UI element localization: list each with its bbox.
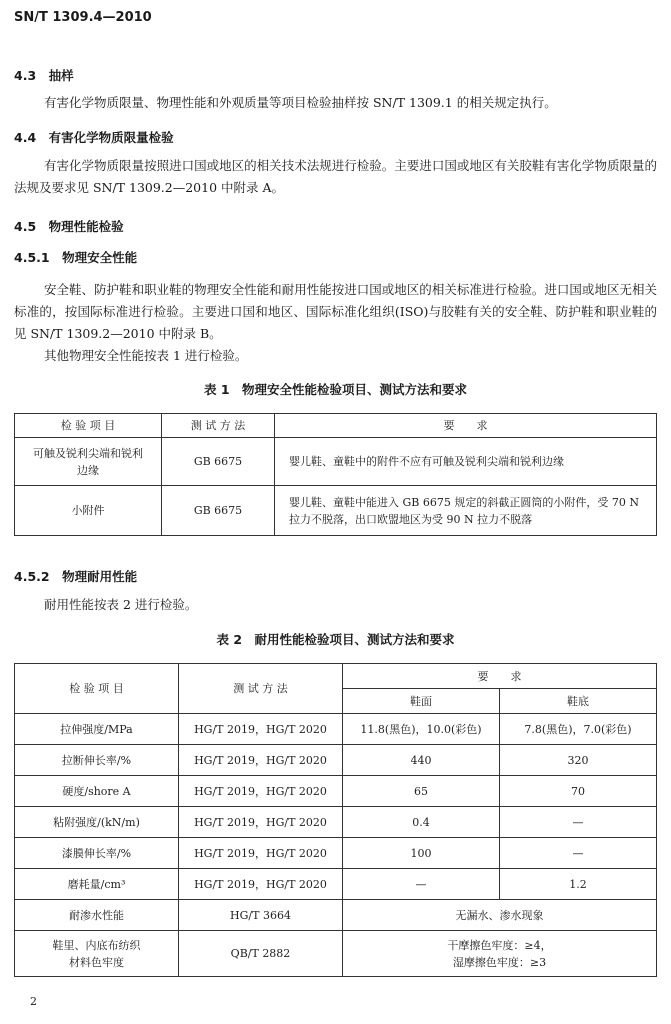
table1-item: 小附件 bbox=[15, 486, 162, 536]
table-row bbox=[15, 745, 657, 776]
section-4-5-title: 4.5 物理性能检验 bbox=[14, 219, 124, 234]
table-row bbox=[15, 900, 657, 931]
table2-header-item: 检 验 项 目 bbox=[15, 664, 179, 714]
table1-header-method: 测 试 方 法 bbox=[162, 414, 275, 438]
table-row bbox=[15, 807, 657, 838]
table2-upper: 65 bbox=[343, 776, 500, 807]
table2-method: HG/T 2019，HG/T 2020 bbox=[179, 838, 343, 869]
table2-req: 无漏水、渗水现象 bbox=[343, 900, 657, 931]
document-header: SN/T 1309.4—2010 bbox=[14, 10, 152, 25]
table2-item: 拉伸强度/MPa bbox=[15, 714, 179, 745]
table2-sole: 7.8(黑色)，7.0(彩色) bbox=[500, 714, 657, 745]
table2-sole: — bbox=[500, 807, 657, 838]
table2-method: HG/T 2019，HG/T 2020 bbox=[179, 745, 343, 776]
table2-req-line2: 湿摩擦色牢度：≥3 bbox=[452, 955, 547, 969]
table-row bbox=[15, 438, 657, 486]
table2 bbox=[14, 663, 657, 977]
section-4-3-title: 4.3 抽样 bbox=[14, 68, 74, 83]
table2-method: HG/T 2019，HG/T 2020 bbox=[179, 869, 343, 900]
table1-req: 婴儿鞋、童鞋中能进入 GB 6675 规定的斜截正圆筒的小附件，受 70 N 拉力不脱落，出口欧盟地区为受 90 N 拉力不脱落 bbox=[275, 486, 657, 536]
table1 bbox=[14, 413, 657, 536]
table2-item: 粘附强度/(kN/m) bbox=[15, 807, 179, 838]
table2-header-method: 测 试 方 法 bbox=[179, 664, 343, 714]
table1-header-req: 要 求 bbox=[275, 414, 657, 438]
table2-item: 磨耗量/cm³ bbox=[15, 869, 179, 900]
table1-header-item: 检 验 项 目 bbox=[15, 414, 162, 438]
table2-header-row bbox=[15, 664, 657, 689]
section-4-4-text: 有害化学物质限量按照进口国或地区的相关技术法规进行检验。主要进口国或地区有关胶鞋有害化学物质限量的法规及要求见 SN/T 1309.2—2010 中附录 A。 bbox=[14, 158, 657, 195]
table1-caption: 表 1 物理安全性能检验项目、测试方法和要求 bbox=[203, 382, 468, 397]
page-number: 2 bbox=[30, 995, 37, 1008]
table-row bbox=[15, 869, 657, 900]
table2-header-req: 要 求 bbox=[343, 664, 657, 689]
table1-method: GB 6675 bbox=[162, 438, 275, 486]
table-row bbox=[15, 776, 657, 807]
table2-method: HG/T 2019，HG/T 2020 bbox=[179, 714, 343, 745]
table-row bbox=[15, 931, 657, 977]
table2-method: HG/T 2019，HG/T 2020 bbox=[179, 807, 343, 838]
table2-upper: 0.4 bbox=[343, 807, 500, 838]
table2-caption: 表 2 耐用性能检验项目、测试方法和要求 bbox=[216, 632, 455, 647]
table-row bbox=[15, 714, 657, 745]
table2-method: QB/T 2882 bbox=[179, 931, 343, 977]
table2-item: 拉断伸长率/% bbox=[15, 745, 179, 776]
table2-item: 耐渗水性能 bbox=[15, 900, 179, 931]
table2-sole: 320 bbox=[500, 745, 657, 776]
table2-method: HG/T 2019，HG/T 2020 bbox=[179, 776, 343, 807]
table2-item: 鞋里、内底布纺织材料色牢度 bbox=[15, 931, 179, 977]
section-4-5-1-title: 4.5.1 物理安全性能 bbox=[14, 250, 138, 265]
table2-req-line1: 干摩擦色牢度：≥4， bbox=[447, 938, 552, 952]
table1-header-row bbox=[15, 414, 657, 438]
table2-upper: — bbox=[343, 869, 500, 900]
section-4-5-2-title: 4.5.2 物理耐用性能 bbox=[14, 569, 138, 584]
section-4-5-1-text2: 其他物理安全性能按表 1 进行检验。 bbox=[44, 348, 248, 363]
table2-sole: 1.2 bbox=[500, 869, 657, 900]
table2-upper: 440 bbox=[343, 745, 500, 776]
table1-req: 婴儿鞋、童鞋中的附件不应有可触及锐利尖端和锐利边缘 bbox=[275, 438, 657, 486]
section-4-3-text: 有害化学物质限量、物理性能和外观质量等项目检验抽样按 SN/T 1309.1 的相关规定执行。 bbox=[44, 95, 557, 110]
table1-item: 可触及锐利尖端和锐利边缘 bbox=[15, 438, 162, 486]
table-row bbox=[15, 486, 657, 536]
table2-item: 漆膜伸长率/% bbox=[15, 838, 179, 869]
table2-req bbox=[343, 931, 657, 977]
section-4-5-1-text: 安全鞋、防护鞋和职业鞋的物理安全性能和耐用性能按进口国或地区的相关标准进行检验。进口国或地区无相关标准的，按国际标准进行检验。主要进口国和地区、国际标准化组织(ISO)与胶鞋有关的安全鞋、防护鞋和职业鞋的见 SN/T 1309.2—2010 中附录 B。 bbox=[14, 282, 657, 341]
table1-method: GB 6675 bbox=[162, 486, 275, 536]
table2-sole: 70 bbox=[500, 776, 657, 807]
table-row bbox=[15, 838, 657, 869]
table2-upper: 100 bbox=[343, 838, 500, 869]
table2-header-sole: 鞋底 bbox=[500, 689, 657, 714]
table2-header-upper: 鞋面 bbox=[343, 689, 500, 714]
table2-method: HG/T 3664 bbox=[179, 900, 343, 931]
table2-item: 硬度/shore A bbox=[15, 776, 179, 807]
section-4-4-title: 4.4 有害化学物质限量检验 bbox=[14, 130, 174, 145]
table2-upper: 11.8(黑色)，10.0(彩色) bbox=[343, 714, 500, 745]
section-4-5-2-text: 耐用性能按表 2 进行检验。 bbox=[44, 597, 198, 612]
table2-sole: — bbox=[500, 838, 657, 869]
